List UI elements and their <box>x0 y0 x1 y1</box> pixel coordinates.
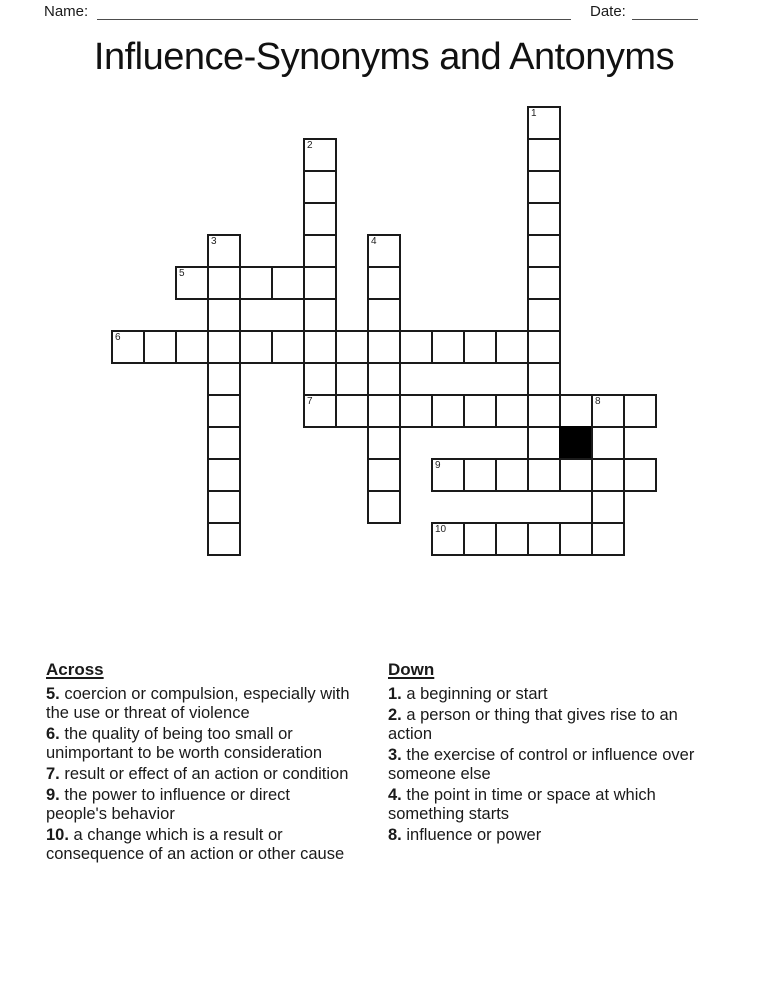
cell-number: 5 <box>179 268 185 279</box>
crossword-cell[interactable] <box>239 330 273 364</box>
crossword-cell[interactable] <box>527 394 561 428</box>
crossword-cell[interactable] <box>431 394 465 428</box>
crossword-cell[interactable] <box>431 458 465 492</box>
crossword-cell[interactable] <box>495 394 529 428</box>
name-write-line[interactable] <box>97 4 571 20</box>
crossword-cell[interactable] <box>623 458 657 492</box>
clue-down-1 <box>388 685 710 704</box>
crossword-cell[interactable] <box>271 266 305 300</box>
clue-text: the power to influence or direct people's behavior <box>46 786 290 823</box>
clue-number: 10. <box>46 826 69 844</box>
crossword-cell[interactable] <box>207 234 241 268</box>
clue-across-7 <box>46 765 351 784</box>
clue-text: a person or thing that gives rise to an action <box>388 706 678 743</box>
crossword-cell[interactable] <box>367 394 401 428</box>
crossword-cell[interactable] <box>367 458 401 492</box>
crossword-cell[interactable] <box>207 490 241 524</box>
clue-number: 4. <box>388 786 402 804</box>
crossword-cell[interactable] <box>495 458 529 492</box>
crossword-cell[interactable] <box>207 266 241 300</box>
crossword-cell[interactable] <box>559 458 593 492</box>
clue-number: 6. <box>46 725 60 743</box>
crossword-cell[interactable] <box>527 138 561 172</box>
down-heading: Down <box>388 660 435 679</box>
cell-number: 4 <box>371 236 377 247</box>
crossword-cell[interactable] <box>207 394 241 428</box>
crossword-cell[interactable] <box>591 458 625 492</box>
crossword-cell[interactable] <box>367 426 401 460</box>
crossword-cell[interactable] <box>239 266 273 300</box>
crossword-grid <box>111 106 657 556</box>
crossword-cell[interactable] <box>559 394 593 428</box>
crossword-cell[interactable] <box>463 394 497 428</box>
crossword-cell[interactable] <box>591 490 625 524</box>
crossword-cell[interactable] <box>431 522 465 556</box>
crossword-cell[interactable] <box>431 330 465 364</box>
clue-number: 8. <box>388 826 402 844</box>
crossword-cell[interactable] <box>335 330 369 364</box>
clue-down-2 <box>388 706 710 744</box>
clue-across-10 <box>46 826 351 864</box>
crossword-cell[interactable] <box>367 490 401 524</box>
crossword-cell[interactable] <box>207 298 241 332</box>
crossword-cell[interactable] <box>207 362 241 396</box>
crossword-cell[interactable] <box>207 522 241 556</box>
crossword-cell[interactable] <box>303 138 337 172</box>
crossword-cell[interactable] <box>527 170 561 204</box>
crossword-cell[interactable] <box>527 106 561 140</box>
clue-number: 2. <box>388 706 402 724</box>
crossword-cell[interactable] <box>367 234 401 268</box>
cell-number: 10 <box>435 524 447 535</box>
clue-number: 5. <box>46 685 60 703</box>
crossword-cell[interactable] <box>399 394 433 428</box>
date-label: Date: <box>590 3 626 20</box>
crossword-cell[interactable] <box>207 330 241 364</box>
cell-number: 7 <box>307 396 313 407</box>
clue-text: coercion or compulsion, especially with the use or threat of violence <box>46 685 350 722</box>
crossword-cell[interactable] <box>399 330 433 364</box>
clue-text: a beginning or start <box>406 685 548 703</box>
crossword-cell[interactable] <box>143 330 177 364</box>
crossword-cell[interactable] <box>335 394 369 428</box>
crossword-cell[interactable] <box>175 330 209 364</box>
crossword-cell[interactable] <box>303 202 337 236</box>
across-heading: Across <box>46 660 104 679</box>
name-label: Name: <box>44 3 89 20</box>
crossword-cell[interactable] <box>367 330 401 364</box>
crossword-cell[interactable] <box>207 426 241 460</box>
down-clues-section <box>388 660 710 847</box>
crossword-cell[interactable] <box>495 330 529 364</box>
crossword-cell[interactable] <box>527 426 561 460</box>
crossword-cell[interactable] <box>111 330 145 364</box>
cell-number: 2 <box>307 140 313 151</box>
crossword-cell[interactable] <box>303 266 337 300</box>
crossword-cell[interactable] <box>527 234 561 268</box>
crossword-cell[interactable] <box>591 426 625 460</box>
crossword-cell[interactable] <box>527 266 561 300</box>
clue-across-6 <box>46 725 351 763</box>
clue-down-4 <box>388 786 710 824</box>
page-title: Influence-Synonyms and Antonyms <box>93 36 675 78</box>
crossword-cell[interactable] <box>367 362 401 396</box>
clue-number: 9. <box>46 786 60 804</box>
crossword-cell[interactable] <box>463 330 497 364</box>
crossword-cell[interactable] <box>175 266 209 300</box>
crossword-cell[interactable] <box>495 522 529 556</box>
clue-text: the exercise of control or influence over someone else <box>388 746 695 783</box>
crossword-cell[interactable] <box>367 266 401 300</box>
clue-text: the point in time or space at which something starts <box>388 786 656 823</box>
crossword-cell[interactable] <box>527 362 561 396</box>
crossword-cell[interactable] <box>303 234 337 268</box>
crossword-cell[interactable] <box>623 394 657 428</box>
cell-number: 6 <box>115 332 121 343</box>
clue-text: result or effect of an action or condition <box>64 765 349 783</box>
clue-across-9 <box>46 786 351 824</box>
date-write-line[interactable] <box>632 4 698 20</box>
clue-down-8 <box>388 826 710 845</box>
crossword-cell[interactable] <box>303 298 337 332</box>
black-cell <box>559 426 593 460</box>
clue-number: 1. <box>388 685 402 703</box>
cell-number: 9 <box>435 460 441 471</box>
clue-down-3 <box>388 746 710 784</box>
crossword-cell[interactable] <box>463 522 497 556</box>
cell-number: 1 <box>531 108 537 119</box>
crossword-cell[interactable] <box>463 458 497 492</box>
crossword-cell[interactable] <box>271 330 305 364</box>
crossword-cell[interactable] <box>303 394 337 428</box>
crossword-cell[interactable] <box>367 298 401 332</box>
crossword-cell[interactable] <box>527 202 561 236</box>
clue-text: a change which is a result or consequence of an action or other cause <box>46 826 345 863</box>
crossword-cell[interactable] <box>527 458 561 492</box>
crossword-cell[interactable] <box>527 298 561 332</box>
clue-across-5 <box>46 685 351 723</box>
clue-text: influence or power <box>406 826 542 844</box>
crossword-cell[interactable] <box>207 458 241 492</box>
clue-number: 3. <box>388 746 402 764</box>
across-clues-section <box>46 660 351 866</box>
crossword-cell[interactable] <box>527 330 561 364</box>
cell-number: 8 <box>595 396 601 407</box>
cell-number: 3 <box>211 236 217 247</box>
crossword-cell[interactable] <box>527 522 561 556</box>
clue-number: 7. <box>46 765 60 783</box>
clue-text: the quality of being too small or unimportant to be worth consideration <box>46 725 323 762</box>
crossword-cell[interactable] <box>303 170 337 204</box>
crossword-cell[interactable] <box>591 522 625 556</box>
crossword-cell[interactable] <box>591 394 625 428</box>
crossword-cell[interactable] <box>303 330 337 364</box>
crossword-cell[interactable] <box>303 362 337 396</box>
crossword-cell[interactable] <box>559 522 593 556</box>
